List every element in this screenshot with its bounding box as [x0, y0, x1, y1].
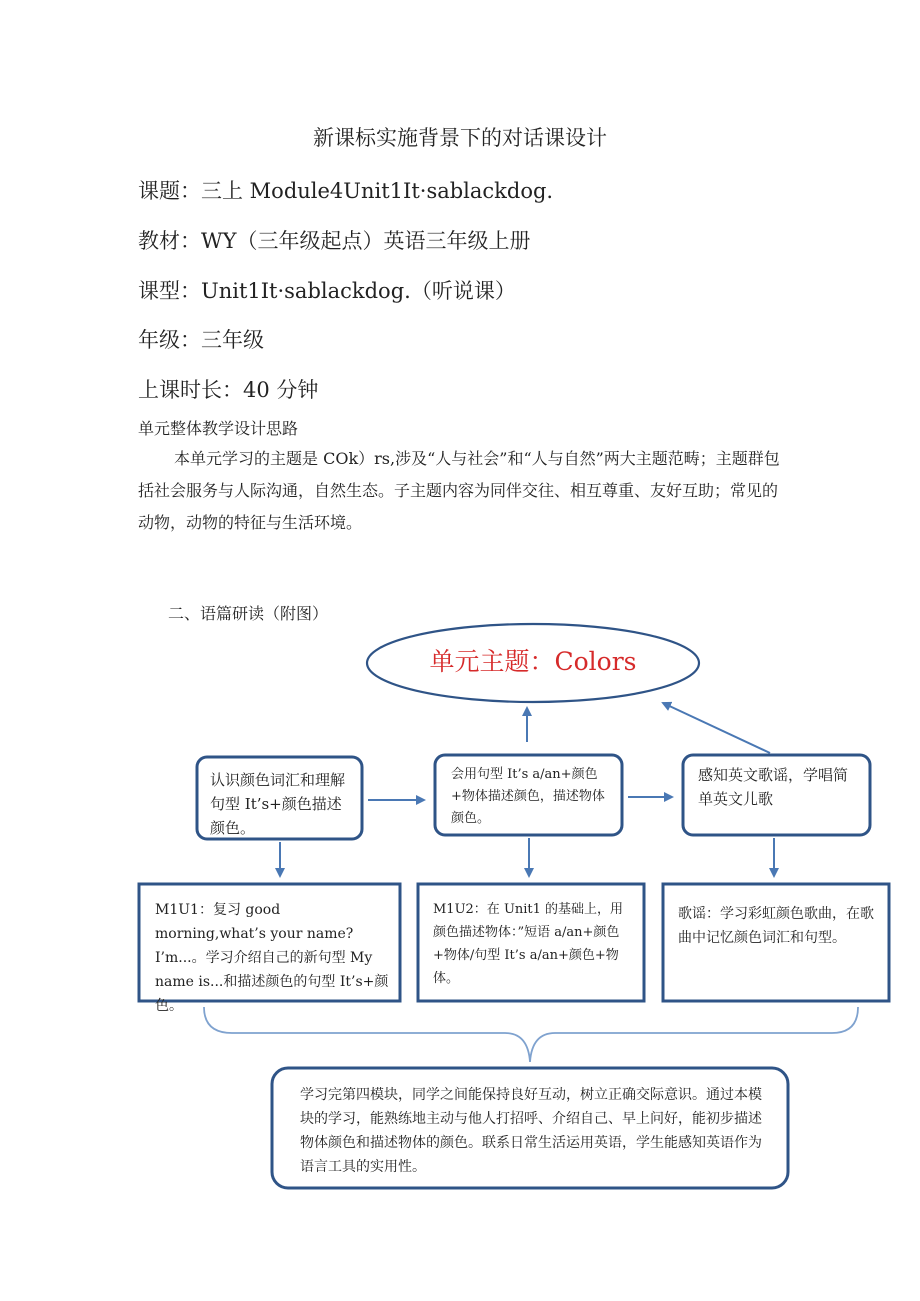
summary-text: 学习完第四模块，同学之间能保持良好互动，树立正确交际意识。通过本模块的学习，能熟练地主动与他人打招呼、介绍自己、早上问好，能初步描述物体颜色和描述物体的颜色。联系日常生活运用英语，学生能感知英语作为语言工具的实用性。 — [300, 1087, 762, 1175]
top-box-3-text: 感知英文歌谣，学唱简单英文儿歌 — [698, 766, 849, 808]
arrow-diagonal-theme — [663, 703, 770, 753]
theme-label: 单元主题：Colors — [429, 647, 637, 676]
top-box-2-text: 会用句型 It’s a/an+颜色+物体描述颜色，描述物体颜色。 — [451, 767, 605, 826]
meta-value: Unit1It·sablackdog.（听说课） — [201, 279, 516, 303]
document-title: 新课标实施背景下的对话课设计 — [313, 126, 607, 150]
meta-label: 年级： — [138, 328, 201, 352]
section-heading-reading: 二、语篇研读（附图） — [168, 604, 329, 623]
meta-label: 课型： — [138, 279, 201, 303]
meta-label: 课题： — [138, 179, 201, 203]
section-paragraph: 本单元学习的主题是 COk）rs,涉及“人与社会”和“人与自然”两大主题范畴；主题群包括社会服务与人际沟通，自然生态。子主题内容为同伴交往、相互尊重、友好互助；常见的动物，动物的特征与生活环境。 — [138, 449, 780, 532]
meta-label: 上课时长： — [138, 378, 243, 402]
meta-label: 教材： — [138, 229, 201, 253]
mid-box-1-text: M1U1：复习 good morning,what’s your name? I’m...。学习介绍自己的新句型 My name is...和描述颜色的句型 It’s+颜色。 — [155, 902, 389, 1014]
meta-value: 三年级 — [201, 328, 264, 352]
top-box-1-text: 认识颜色词汇和理解句型 It’s+颜色描述颜色。 — [210, 771, 346, 837]
mid-box-2-text: M1U2：在 Unit1 的基础上，用颜色描述物体：”短语 a/an+颜色+物体/句型 It’s a/an+颜色+物体。 — [433, 902, 624, 986]
mid-box-3-text: 歌谣：学习彩虹颜色歌曲，在歌曲中记忆颜色词汇和句型。 — [678, 906, 874, 946]
meta-value: 40 分钟 — [243, 378, 319, 402]
section-heading-design: 单元整体教学设计思路 — [138, 419, 299, 438]
meta-value: WY（三年级起点）英语三年级上册 — [201, 229, 531, 253]
meta-value: 三上 Module4Unit1It·sablackdog. — [201, 179, 554, 203]
